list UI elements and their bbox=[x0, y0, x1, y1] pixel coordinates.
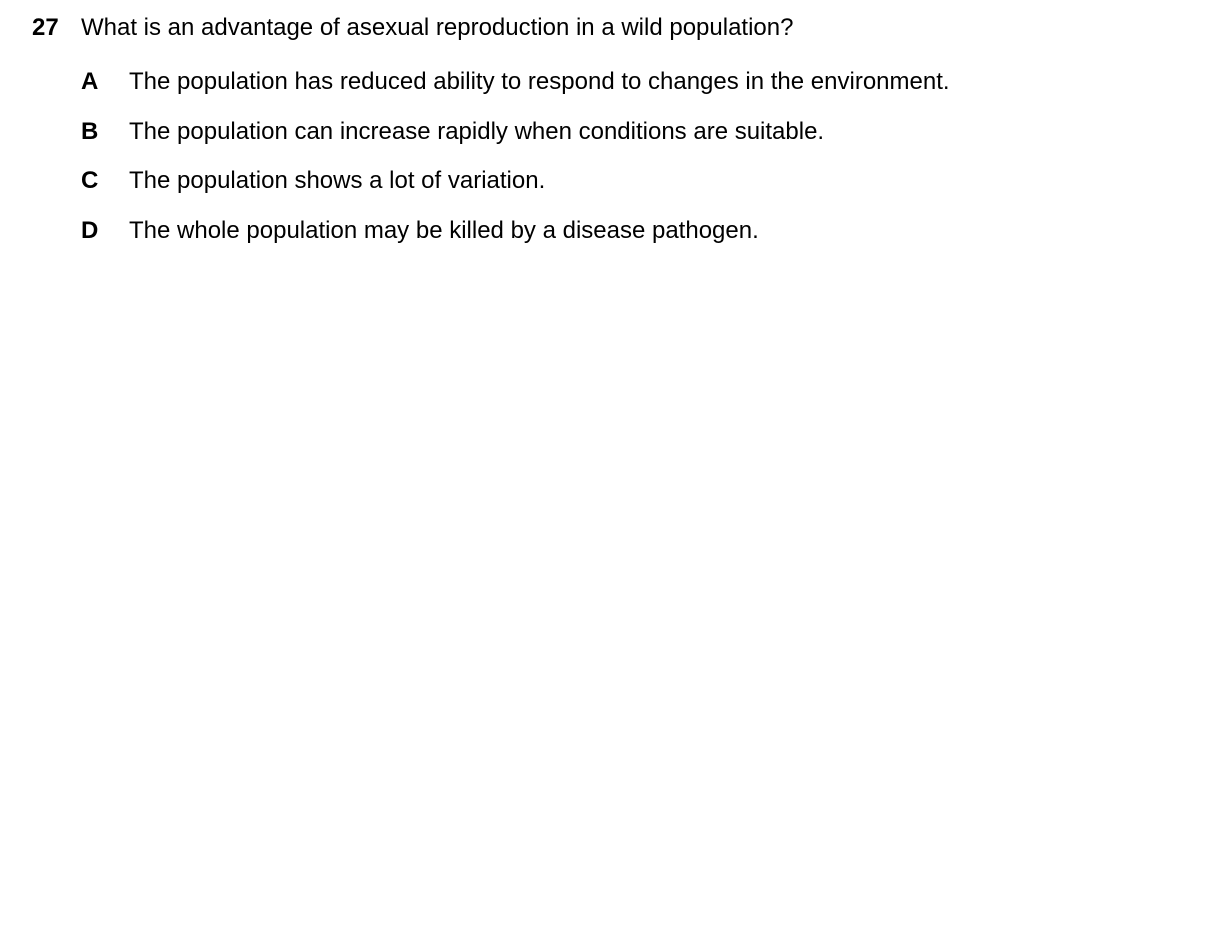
option-a bbox=[81, 67, 950, 97]
question-number: 27 bbox=[32, 14, 59, 41]
option-letter: D bbox=[81, 217, 99, 245]
option-text: The population has reduced ability to respond to changes in the environment. bbox=[129, 68, 950, 95]
answer-options bbox=[81, 67, 950, 246]
question-stem: What is an advantage of asexual reproduction in a wild population? bbox=[81, 14, 794, 41]
question-header bbox=[32, 13, 793, 43]
option-b bbox=[81, 117, 950, 147]
option-text: The population shows a lot of variation. bbox=[129, 167, 546, 195]
option-text: The population can increase rapidly when conditions are suitable. bbox=[129, 117, 825, 145]
option-d bbox=[81, 216, 950, 246]
option-text: The whole population may be killed by a disease pathogen. bbox=[129, 217, 759, 245]
option-letter: C bbox=[81, 167, 99, 195]
option-c bbox=[81, 166, 950, 196]
option-letter: A bbox=[81, 68, 99, 95]
option-letter: B bbox=[81, 117, 99, 145]
